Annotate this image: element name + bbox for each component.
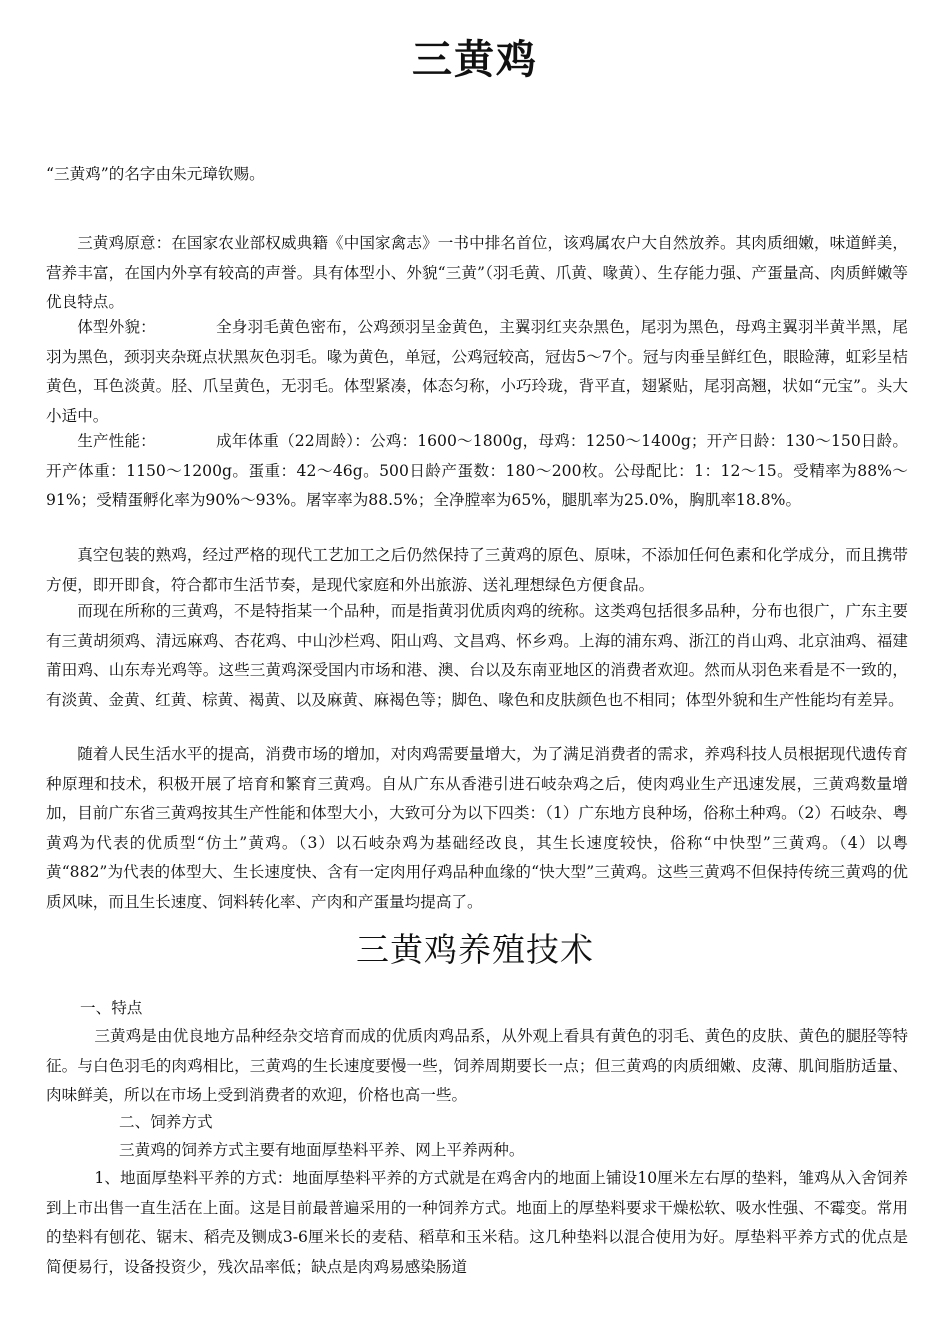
performance-label: 生产性能：: [77, 432, 156, 450]
section-title: 三黄鸡养殖技术: [356, 930, 594, 969]
section2-item1: 1、地面厚垫料平养的方式：地面厚垫料平养的方式就是在鸡舍内的地面上铺设10厘米左右厚的垫料，雏鸡从入舍饲养到上市出售一直生活在上面。这是目前最普遍采用的一种饲养方式。地面上的厚垫料要求干燥松软、吸水性强、不霉变。常用的垫料有刨花、锯末、稻壳及铡成3-6厘米长的麦秸、稻草和玉米秸。这几种垫料以混合使用为好。厚垫料平养方式的优点是简便易行，设备投资少，残次品率低；缺点是肉鸡易感染肠道: [46, 1169, 908, 1276]
section2-heading: 二、饲养方式: [119, 1113, 213, 1131]
appearance-text: 全身羽毛黄色密布，公鸡颈羽呈金黄色，主翼羽红夹杂黑色，尾羽为黑色，母鸡主翼羽半黄半黑，尾羽为黑色，颈羽夹杂斑点状黑灰色羽毛。喙为黄色，单冠，公鸡冠较高，冠齿5～7个。冠与肉垂呈鲜红色，眼睑薄，虹彩呈桔黄色，耳色淡黄。胫、爪呈黄色，无羽毛。体型紧凑，体态匀称，小巧玲珑，背平直，翅紧贴，尾羽高翘，状如“元宝”。头大小适中。: [46, 318, 908, 425]
section1-paragraph: 三黄鸡是由优良地方品种经杂交培育而成的优质肉鸡品系，从外观上看具有黄色的羽毛、黄色的皮肤、黄色的腿胫等特征。与白色羽毛的肉鸡相比，三黄鸡的生长速度要慢一些，饲养周期要长一点；但三黄鸡的肉质细嫩、皮薄、肌间脂肪适量、肉味鲜美，所以在市场上受到消费者的欢迎，价格也高一些。: [46, 1027, 908, 1104]
appearance-paragraph: [46, 313, 908, 431]
intro-line: “三黄鸡”的名字由朱元璋钦赐。: [46, 165, 265, 183]
development-paragraph: 随着人民生活水平的提高，消费市场的增加，对肉鸡需要量增大，为了满足消费者的需求，养鸡科技人员根据现代遗传育种原理和技术，积极开展了培育和繁育三黄鸡。自从广东从香港引进石岐杂鸡之后，使肉鸡业生产迅速发展，三黄鸡数量增加，目前广东省三黄鸡按其生产性能和体型大小，大致可分为以下四类：（1）广东地方良种场，俗称土种鸡。（2）石岐杂、粤黄鸡为代表的优质型“仿土”黄鸡。（3）以石岐杂鸡为基础经改良，其生长速度较快，俗称“中快型”三黄鸡。（4）以粤黄“882”为代表的体型大、生长速度快、含有一定肉用仔鸡品种血缘的“快大型”三黄鸡。这些三黄鸡不但保持传统三黄鸡的优质风味，而且生长速度、饲料转化率、产肉和产蛋量均提高了。: [46, 745, 908, 911]
origin-paragraph: 三黄鸡原意：在国家农业部权威典籍《中国家禽志》一书中排名首位，该鸡属农户大自然放养。其肉质细嫩，味道鲜美，营养丰富，在国内外享有较高的声誉。具有体型小、外貌“三黄”（羽毛黄、爪黄、喙黄）、生存能力强、产蛋量高、肉质鲜嫩等优良特点。: [46, 234, 908, 311]
performance-paragraph: [46, 427, 908, 516]
appearance-label: 体型外貌：: [77, 318, 156, 336]
breeds-paragraph: 而现在所称的三黄鸡，不是特指某一个品种，而是指黄羽优质肉鸡的统称。这类鸡包括很多品种，分布也很广，广东主要有三黄胡须鸡、清远麻鸡、杏花鸡、中山沙栏鸡、阳山鸡、文昌鸡、怀乡鸡。上海的浦东鸡、浙江的肖山鸡、北京油鸡、福建莆田鸡、山东寿光鸡等。这些三黄鸡深受国内市场和港、澳、台以及东南亚地区的消费者欢迎。然而从羽色来看是不一致的，有淡黄、金黄、红黄、棕黄、褐黄、以及麻黄、麻褐色等；脚色、喙色和皮肤颜色也不相同；体型外貌和生产性能均有差异。: [46, 602, 908, 709]
vacuum-paragraph: 真空包装的熟鸡，经过严格的现代工艺加工之后仍然保持了三黄鸡的原色、原味，不添加任何色素和化学成分，而且携带方便，即开即食，符合都市生活节奏，是现代家庭和外出旅游、送礼理想绿色方便食品。: [46, 546, 908, 594]
performance-text: 成年体重（22周龄）：公鸡：1600～1800g，母鸡：1250～1400g；开产日龄：130～150日龄。开产体重：1150～1200g。蛋重：42～46g。500日龄产蛋数：180～200枚。公母配比：1：12～15。受精率为88%～91%；受精蛋孵化率为90%～93%。屠宰率为88.5%；全净膛率为65%，腿肌率为25.0%，胸肌率18.8%。: [46, 432, 908, 509]
section1-heading: 一、特点: [80, 999, 143, 1017]
document-title: 三黄鸡: [412, 37, 538, 83]
section2-intro: 三黄鸡的饲养方式主要有地面厚垫料平养、网上平养两种。: [119, 1141, 525, 1159]
